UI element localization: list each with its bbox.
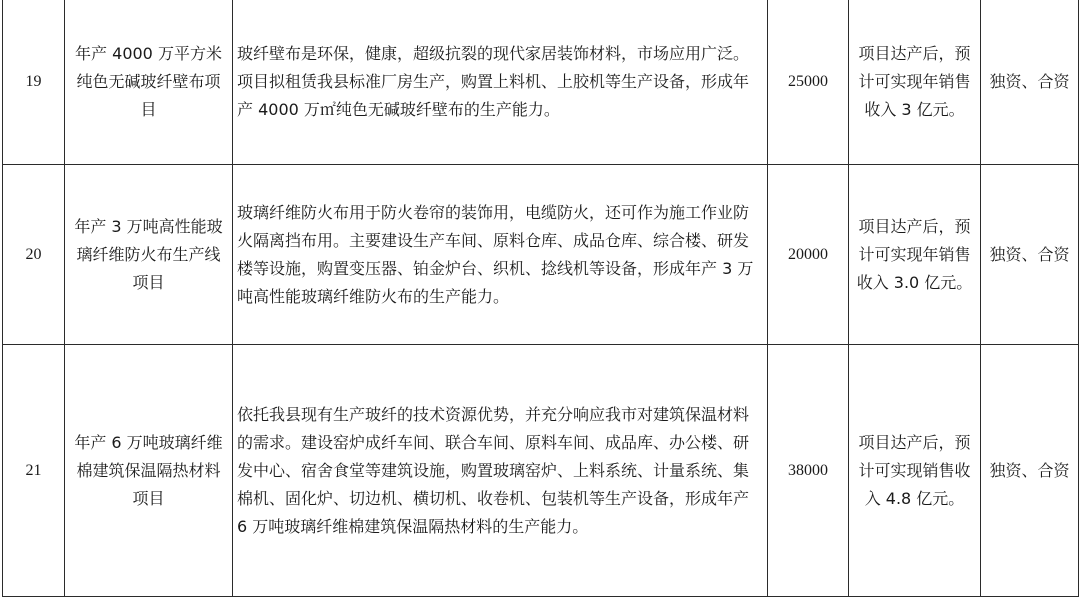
project-name-text: 年产 3 万吨高性能玻璃纤维防火布生产线项目 (74, 216, 223, 292)
project-name (65, 165, 233, 345)
project-benefit-text: 项目达产后，预计可实现销售收入 4.8 亿元。 (858, 432, 971, 508)
project-name-text: 年产 6 万吨玻璃纤维棉建筑保温隔热材料项目 (74, 432, 223, 508)
table-row (3, 165, 1079, 345)
project-investment: 38000 (768, 345, 849, 597)
project-number: 21 (3, 345, 65, 597)
project-benefit (849, 345, 981, 597)
project-investment: 25000 (768, 0, 849, 165)
project-number: 19 (3, 0, 65, 165)
cooperation-mode: 独资、合资 (981, 165, 1079, 345)
project-benefit-text: 项目达产后，预计可实现年销售收入 3 亿元。 (858, 44, 971, 119)
cooperation-mode: 独资、合资 (981, 345, 1079, 597)
project-description-text: 玻纤壁布是环保，健康，超级抗裂的现代家居装饰材料，市场应用广泛。项目拟租赁我县标准厂房生产，购置上料机、上胶机等生产设备，形成年产 4000 万㎡纯色无碱玻纤壁布的生产能力。 (237, 44, 750, 119)
project-name (65, 345, 233, 597)
projects-table (2, 0, 1079, 597)
project-description (233, 345, 768, 597)
project-investment: 20000 (768, 165, 849, 345)
project-name (65, 0, 233, 165)
project-description-text: 依托我县现有生产玻纤的技术资源优势，并充分响应我市对建筑保温材料的需求。建设窑炉成纤车间、联合车间、原料车间、成品库、办公楼、研发中心、宿舍食堂等建筑设施，购置玻璃窑炉、上料系统、计量系统、集棉机、固化炉、切边机、横切机、收卷机、包装机等生产设备，形成年产 6 万吨玻璃纤维棉建筑保温隔热材料的生产能力。 (237, 404, 750, 536)
project-description-text: 玻璃纤维防火布用于防火卷帘的装饰用，电缆防火，还可作为施工作业防火隔离挡布用。主要建设生产车间、原料仓库、成品仓库、综合楼、研发楼等设施，购置变压器、铂金炉台、织机、捻线机等设备，形成年产 3 万吨高性能玻璃纤维防火布的生产能力。 (237, 202, 754, 306)
project-name-text: 年产 4000 万平方米纯色无碱玻纤壁布项目 (75, 44, 222, 119)
project-benefit-text: 项目达产后，预计可实现年销售收入 3.0 亿元。 (856, 216, 973, 292)
cooperation-mode: 独资、合资 (981, 0, 1079, 165)
project-benefit (849, 165, 981, 345)
project-benefit (849, 0, 981, 165)
project-description (233, 165, 768, 345)
project-description (233, 0, 768, 165)
project-number: 20 (3, 165, 65, 345)
table-row (3, 345, 1079, 597)
table-row (3, 0, 1079, 165)
